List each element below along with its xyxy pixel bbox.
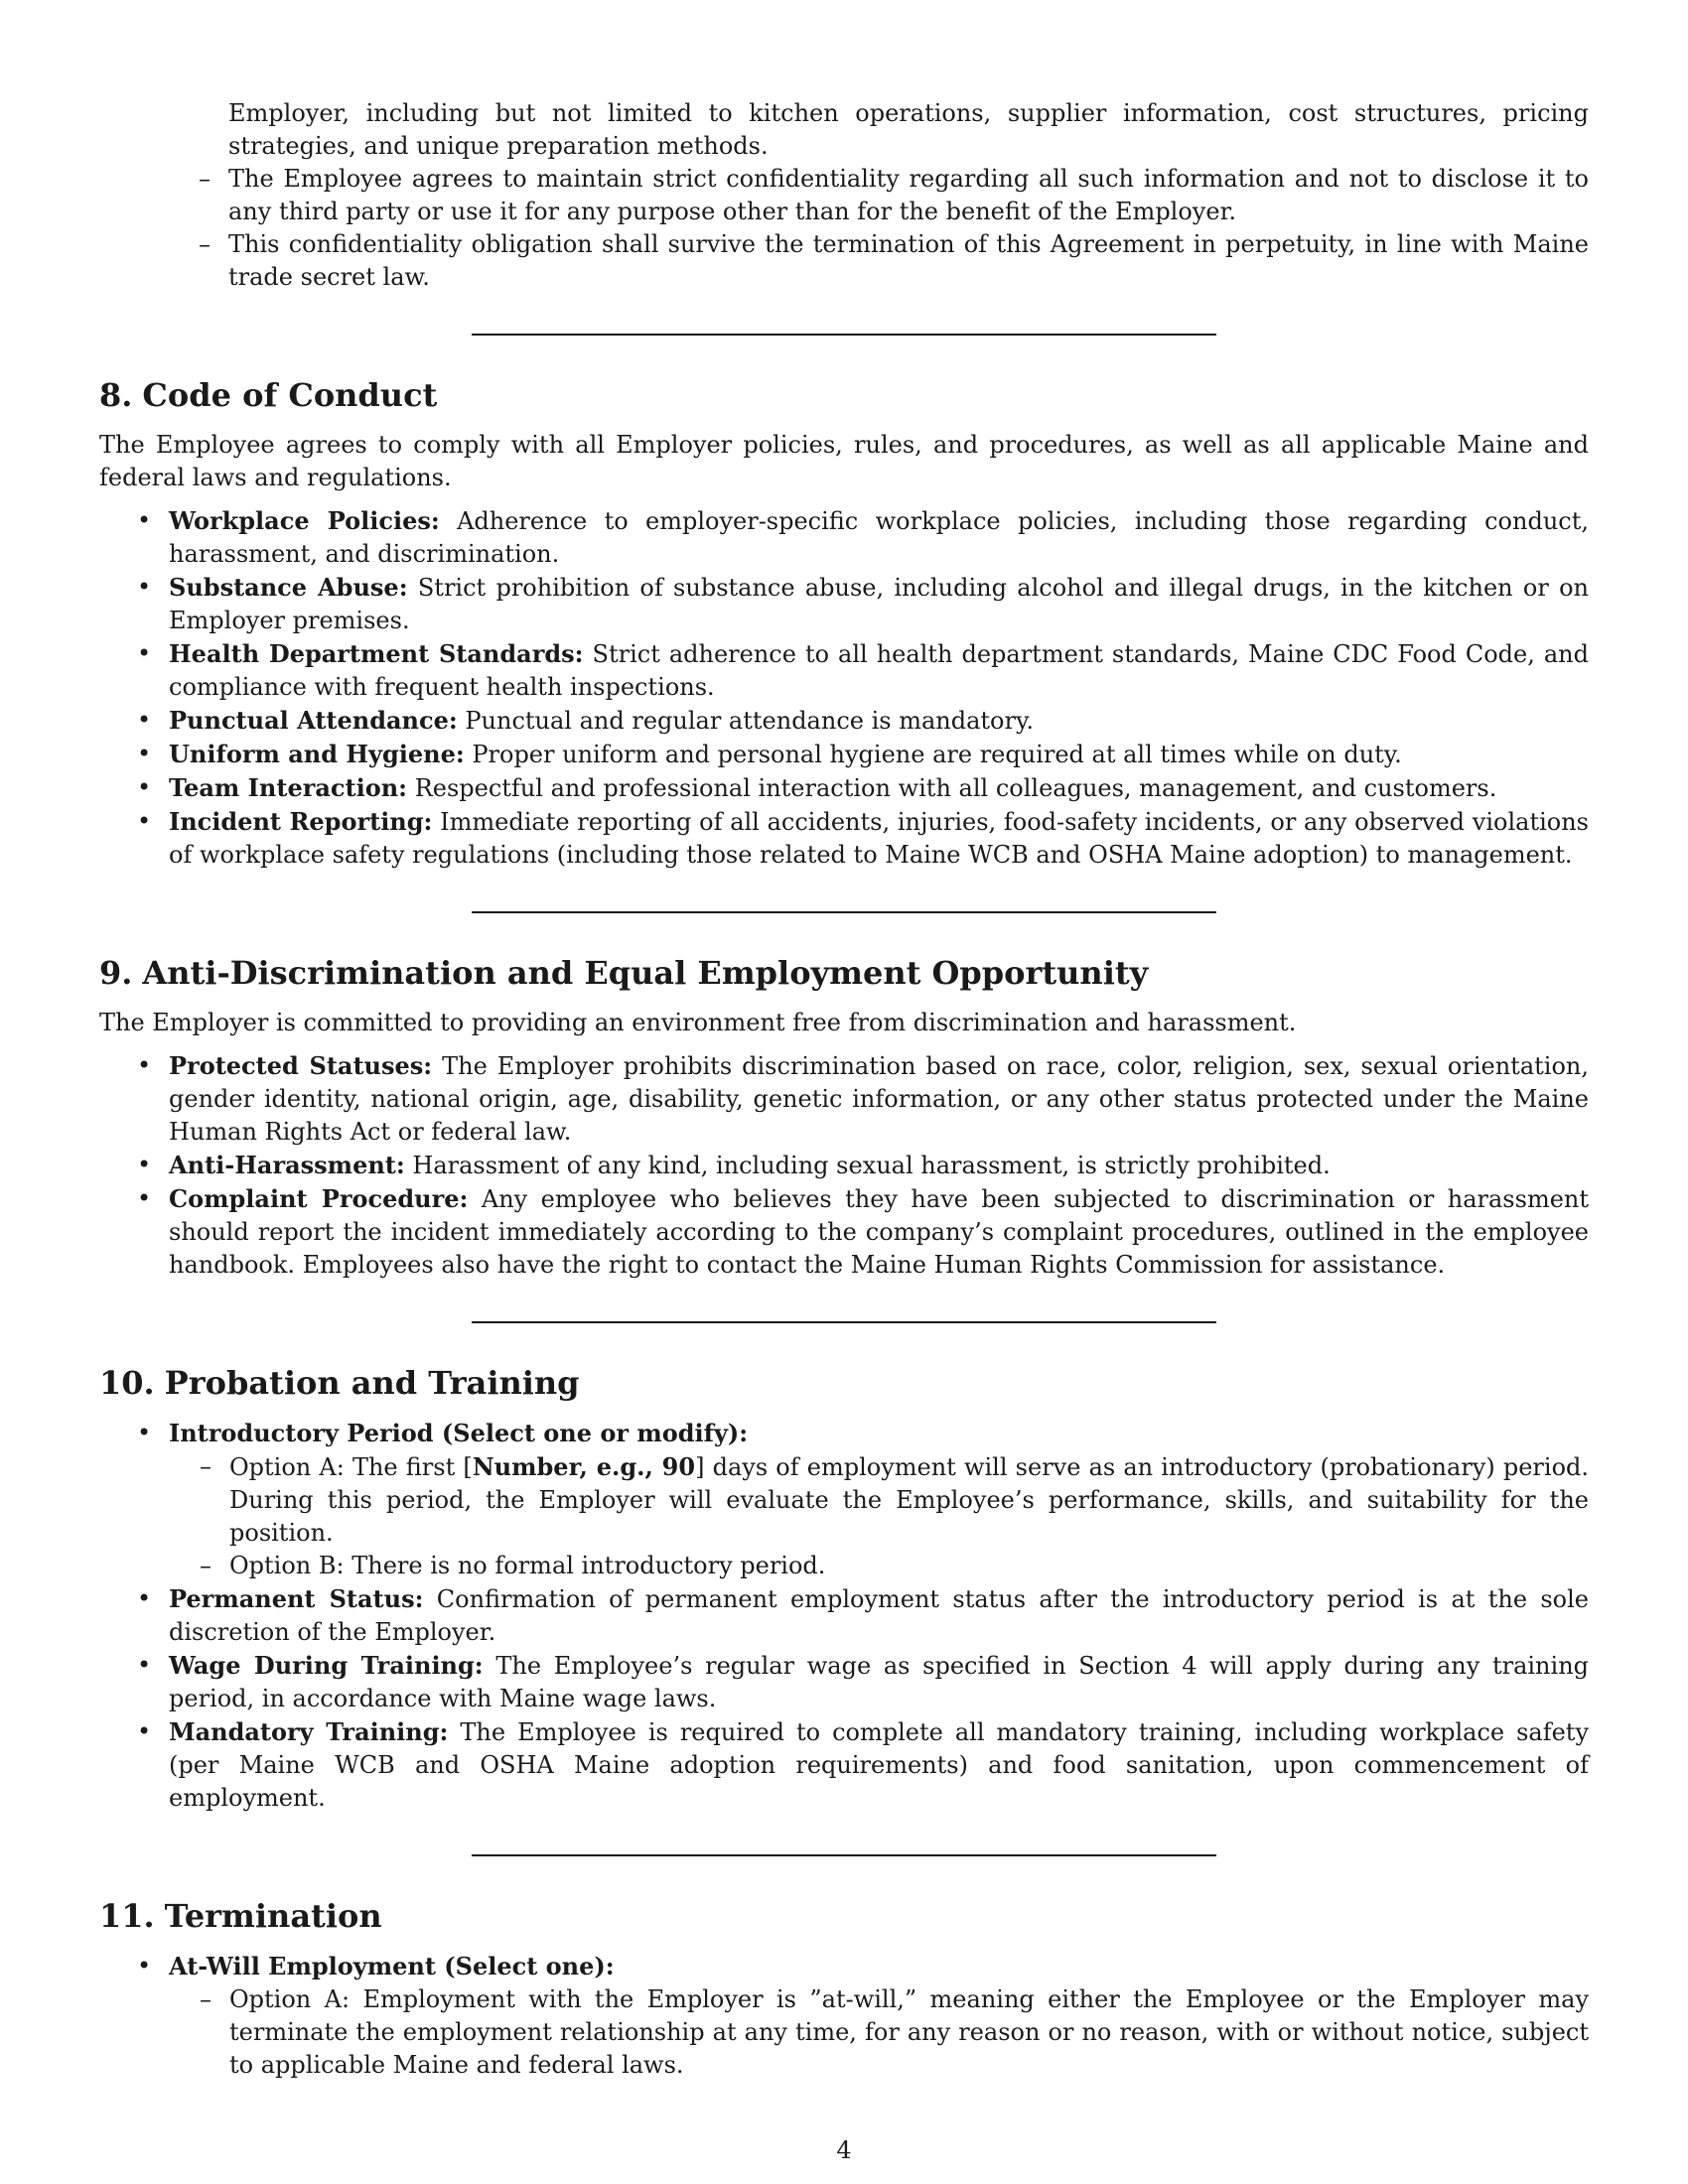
item-label: Permanent Status: xyxy=(169,1584,424,1613)
section-heading-9 xyxy=(99,953,1589,993)
list-item xyxy=(99,1649,1589,1715)
list-item xyxy=(99,1149,1589,1182)
list-item xyxy=(99,738,1589,771)
probation-list xyxy=(99,1417,1589,1815)
option-b: – Option B: There is no formal introductory period. xyxy=(169,1550,1589,1582)
item-label: Team Interaction: xyxy=(169,773,408,802)
item-text: Punctual and regular attendance is mandatory. xyxy=(465,707,1034,735)
item-text: Respectful and professional interaction with all colleagues, management, and customers. xyxy=(414,774,1497,802)
conduct-list xyxy=(99,504,1589,872)
section-divider xyxy=(472,1854,1216,1856)
item-text: Confirmation of permanent employment status after the introductory period is at the sole discretion of the Employer. xyxy=(169,1585,1589,1646)
option-a xyxy=(169,1450,1589,1550)
section-intro: The Employer is committed to providing an environment free from discrimination and harassment. xyxy=(99,1009,1297,1036)
section-title: Anti-Discrimination and Equal Employment Opportunity xyxy=(142,954,1149,992)
list-item xyxy=(99,637,1589,704)
continued-paragraph: Employer, including but not limited to kitchen operations, supplier information, cost structures, pricing strategies, and unique preparation methods. xyxy=(228,99,1589,160)
item-label: Substance Abuse: xyxy=(169,573,408,602)
section-number: 10. xyxy=(99,1364,155,1402)
section-heading-11 xyxy=(99,1896,1589,1936)
item-label: Introductory Period (Select one or modify): xyxy=(169,1419,749,1447)
section-divider xyxy=(472,911,1216,913)
section-title: Probation and Training xyxy=(164,1364,580,1402)
list-item xyxy=(99,771,1589,805)
section-divider xyxy=(472,334,1216,336)
item-text: The Employee is required to complete all mandatory training, including workplace safety (per Maine WCB and OSHA Maine adoption requirements) and food sanitation, upon commencement of employment. xyxy=(169,1718,1590,1812)
item-text: Any employee who believes they have been subjected to discrimination or harassment should report the incident immediately according to the company’s complaint procedures, outlined in the employee handbook. Employees also have the right to contact the Maine Human Rights Commission for assistance. xyxy=(169,1185,1590,1279)
item-text: Immediate reporting of all accidents, injuries, food-safety incidents, or any observed violations of workplace safety regulations (including those related to Maine WCB and OSHA Maine adoption) to management. xyxy=(169,808,1589,869)
section-number: 9. xyxy=(99,954,133,992)
list-item xyxy=(99,1049,1589,1149)
list-item xyxy=(99,1417,1589,1582)
item-label: At-Will Employment (Select one): xyxy=(169,1952,615,1980)
item-label: Incident Reporting: xyxy=(169,807,433,836)
list-item: – The Employee agrees to maintain strict confidentiality regarding all such information and not to disclose it to any third party or use it for any purpose other than for the benefit of the Employer. xyxy=(168,163,1589,228)
document-page xyxy=(99,97,1589,2082)
section-heading-10 xyxy=(99,1363,1589,1403)
section-title: Termination xyxy=(164,1897,382,1935)
item-label: Mandatory Training: xyxy=(169,1717,449,1746)
section-number: 8. xyxy=(99,376,133,414)
item-label: Uniform and Hygiene: xyxy=(169,740,465,768)
item-text: Proper uniform and personal hygiene are required at all times while on duty. xyxy=(472,741,1402,768)
list-item: – This confidentiality obligation shall survive the termination of this Agreement in perpetuity, in line with Maine trade secret law. xyxy=(168,228,1589,294)
section-title: Code of Conduct xyxy=(142,376,438,414)
item-label: Workplace Policies: xyxy=(169,506,440,535)
page-number: 4 xyxy=(836,2136,852,2164)
option-list xyxy=(169,1450,1589,1582)
item-text: Harassment of any kind, including sexual harassment, is strictly prohibited. xyxy=(412,1152,1331,1179)
section-number: 11. xyxy=(99,1897,155,1935)
item-text: The Employer prohibits discrimination based on race, color, religion, sex, sexual orientation, gender identity, national origin, age, disability, genetic information, or any other status protected under the Maine Human Rights Act or federal law. xyxy=(169,1052,1589,1146)
list-item xyxy=(99,504,1589,571)
list-item xyxy=(99,1582,1589,1649)
option-a: – Option A: Employment with the Employer is ”at-will,” meaning either the Employee or the Employer may terminate the employment relationship at any time, for any reason or no reason, with or without notice, subject to applicable Maine and federal laws. xyxy=(169,1983,1589,2082)
option-text: ] days of employment will serve as an introductory (probationary) period. During this period, the Employer will evaluate the Employee’s performance, skills, and suitability for the position. xyxy=(229,1453,1590,1547)
item-text: Strict prohibition of substance abuse, including alcohol and illegal drugs, in the kitchen or on Employer premises. xyxy=(169,574,1590,634)
item-label: Complaint Procedure: xyxy=(169,1184,469,1213)
list-item xyxy=(99,1950,1589,2082)
confidentiality-list xyxy=(99,163,1589,294)
item-label: Protected Statuses: xyxy=(169,1051,433,1080)
item-label: Anti-Harassment: xyxy=(169,1151,405,1179)
item-text: Strict adherence to all health department standards, Maine CDC Food Code, and compliance with frequent health inspections. xyxy=(169,640,1589,701)
list-item xyxy=(99,704,1589,738)
eeo-list xyxy=(99,1049,1589,1282)
option-list xyxy=(169,1983,1589,2082)
option-text: Option A: The first [ xyxy=(229,1453,473,1481)
item-label: Wage During Training: xyxy=(169,1651,484,1680)
section-divider xyxy=(472,1321,1216,1323)
item-text: The Employee’s regular wage as specified in Section 4 will apply during any training period, in accordance with Maine wage laws. xyxy=(169,1652,1590,1712)
list-item xyxy=(99,805,1589,872)
section-heading-8 xyxy=(99,375,1589,415)
list-item xyxy=(99,571,1589,637)
item-text: Adherence to employer-specific workplace policies, including those regarding conduct, harassment, and discrimination. xyxy=(169,507,1589,568)
termination-list xyxy=(99,1950,1589,2082)
placeholder-field: Number, e.g., 90 xyxy=(472,1452,696,1481)
list-item xyxy=(99,1182,1589,1282)
section-intro: The Employee agrees to comply with all Employer policies, rules, and procedures, as well as all applicable Maine and federal laws and regulations. xyxy=(99,431,1589,491)
item-label: Punctual Attendance: xyxy=(169,706,458,735)
item-label: Health Department Standards: xyxy=(169,639,584,668)
list-item xyxy=(99,1715,1589,1815)
